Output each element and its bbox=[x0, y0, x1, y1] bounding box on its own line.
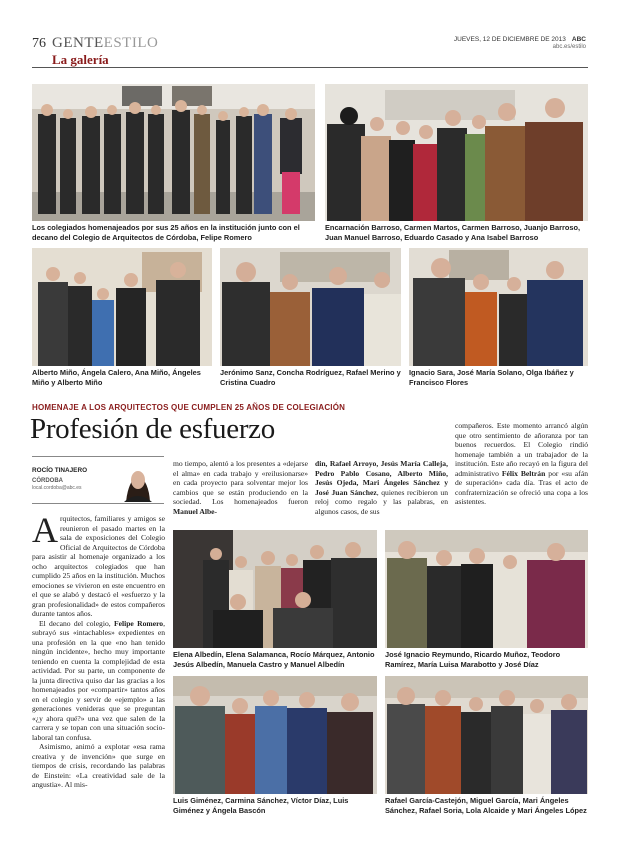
caption-barroso-family: Encarnación Barroso, Carmen Martos, Carmen Barroso, Juanjo Barroso, Juan Manuel Barroso, Eduardo Casado y Ana Isabel Barroso bbox=[325, 223, 581, 242]
photo-barroso-family bbox=[325, 84, 588, 221]
article-column-4 bbox=[455, 421, 588, 507]
caption-honorees: Los colegiados homenajeados por sus 25 años en la institución junto con el decano del Colegio de Arquitectos de Córdoba, Felipe Romero bbox=[32, 223, 300, 242]
article-column-1 bbox=[32, 510, 165, 790]
author-name: ROCÍO TINAJERO bbox=[32, 467, 88, 474]
article-paragraph: mo tiempo, alentó a los presentes a «dejarse el alma» en cada trabajo y «reilusionarse» en cada proyecto para solventar mejor los cambios que se están produciendo en la sociedad. Los homenajeados fueron Manuel Albe- bbox=[173, 459, 308, 516]
article-column-3 bbox=[315, 459, 448, 516]
caption-sanz-group: Jerónimo Sanz, Concha Rodríguez, Rafael Merino y Cristina Cuadro bbox=[220, 368, 401, 387]
caption-mino-family: Alberto Miño, Ángela Calero, Ana Miño, Ángeles Miño y Alberto Miño bbox=[32, 368, 201, 387]
caption-reymundo-group: José Ignacio Reymundo, Ricardo Muñoz, Teodoro Ramírez, María Luisa Marabotto y José Díaz bbox=[385, 650, 561, 669]
photo-sara-group bbox=[409, 248, 588, 366]
caption-garcia-castejon-group: Rafael García-Castejón, Miguel García, Mari Ángeles Sánchez, Rafael Soria, Lola Alcaide y Mari Ángeles López bbox=[385, 796, 587, 815]
photo-group-honorees bbox=[32, 84, 315, 221]
photo-albedin-family bbox=[173, 530, 377, 648]
photo-mino-family bbox=[32, 248, 212, 366]
article-paragraph: Asimismo, animó a explotar «esa rama creativa y de invención» que surge en tiempos de crisis, recordando las palabras de Einstein: «La creatividad sale de la angustia». Al mis- bbox=[32, 742, 165, 789]
byline-rule bbox=[32, 456, 164, 457]
header-rule bbox=[32, 67, 588, 68]
photo-gimenez-group bbox=[173, 676, 377, 794]
article-paragraph: El decano del colegio, Felipe Romero, subrayó sus «intachables» expedientes en una profesión en la que «no han tenido ningún incidente», hecho muy importante teniendo en cuenta la complejidad de esta actividad. Por su parte, un componente de la junta directiva quiso dar las gracias a los homenajeados por «compartir» tantos años en el colegio y servir de «ejemplo» a las generaciones venideras que se preguntan «¿y ahora qué?» una vez que salen de la carrera y se topan con una situación socio-laboral tan confusa. bbox=[32, 618, 165, 742]
article-paragraph: compañeros. Este momento arrancó algún que otro sentimiento de añoranza por tan buenos recuerdos. El Colegio rindió homenaje también a un trabajador de la institución. Este año recayó en la figura del administrativo Félix Beltrán por «su afán de superación» cada día. Tras el acto de confraternización se ofreció una copa a los asistentes. bbox=[455, 421, 588, 506]
article-paragraph: din, Rafael Arroyo, Jesús María Calleja, Pedro Pablo Cosano, Alberto Miño, Jesús Ojeda, Mari Ángeles Sánchez y José Juan Sánchez, quienes recibieron un reloj como regalo y las palabras, en algunos casos, de sus bbox=[315, 459, 448, 516]
caption-albedin-family: Elena Albedín, Elena Salamanca, Rocío Márquez, Antonio Jesús Albedín, Manuela Castro y Manuel Albedín bbox=[173, 650, 375, 669]
issue-date: JUEVES, 12 DE DICIEMBRE DE 2013 bbox=[453, 36, 566, 43]
author-email: local.cordoba@abc.es bbox=[32, 485, 82, 491]
article-column-2 bbox=[173, 459, 308, 516]
subsection-title: La galería bbox=[52, 52, 109, 67]
article-headline: Profesión de esfuerzo bbox=[30, 413, 275, 445]
section-title-light: ESTILO bbox=[103, 35, 159, 51]
brand-name: ABC bbox=[571, 36, 586, 43]
caption-sara-group: Ignacio Sara, José María Solano, Olga Ibáñez y Francisco Flores bbox=[409, 368, 574, 387]
caption-gimenez-group: Luis Giménez, Carmina Sánchez, Víctor Díaz, Luis Giménez y Ángela Bascón bbox=[173, 796, 349, 815]
photo-garcia-castejon-group bbox=[385, 676, 588, 794]
photo-reymundo-group bbox=[385, 530, 588, 648]
dateline bbox=[454, 36, 586, 43]
article-kicker: HOMENAJE A LOS ARQUITECTOS QUE CUMPLEN 25 AÑOS DE COLEGIACIÓN bbox=[32, 403, 346, 412]
photo-sanz-group bbox=[220, 248, 401, 366]
section-title-bold: GENTE bbox=[52, 35, 104, 51]
article-paragraph: Arquitectos, familiares y amigos se reunieron el pasado martes en la sala de exposiciones del Colegio Oficial de Arquitectos de Córdoba para asistir al homenaje organizado a los ocho arquitectos colegiados que han cumplido 25 años en la institución. Muchos emociones se vivieron en este encuentro en el que se alabó y destacó el «esfuerzo y la gran profesionalidad» de estos compañeros durante tantos años. bbox=[32, 510, 165, 618]
author-avatar bbox=[116, 460, 160, 502]
section-title bbox=[52, 35, 158, 52]
section-website: abc.es/estilo bbox=[552, 44, 586, 50]
article-city: CÓRDOBA bbox=[32, 478, 63, 484]
drop-cap: A bbox=[32, 510, 58, 550]
page-number: 76 bbox=[32, 36, 46, 51]
byline-bottom-rule bbox=[32, 503, 164, 504]
